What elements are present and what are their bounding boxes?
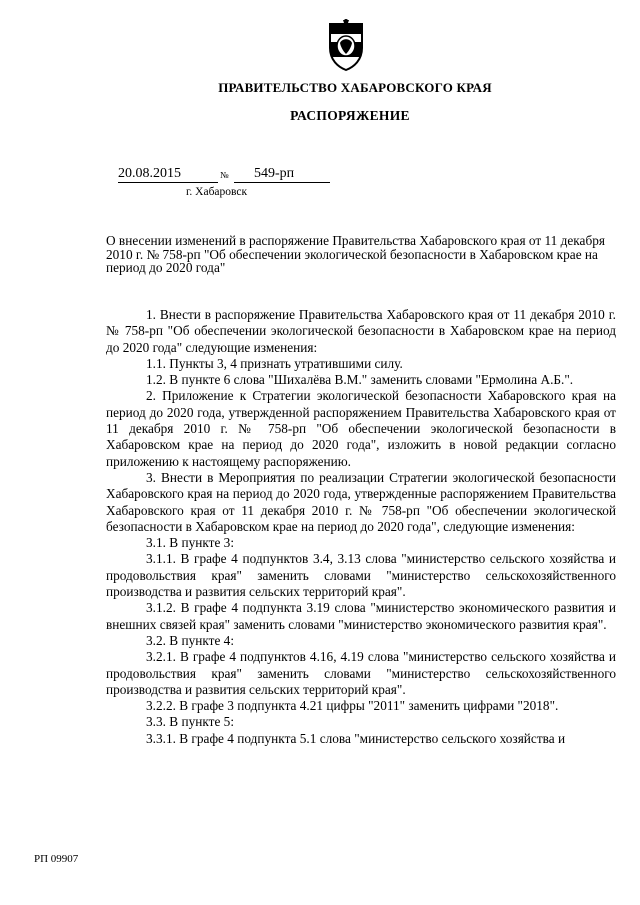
paragraph: 3.3.1. В графе 4 подпункта 5.1 слова "министерство сельского хозяйства и [146, 730, 566, 746]
document-date: 20.08.2015 [118, 165, 218, 183]
paragraph: 3.1. В пункте 3: [146, 535, 235, 551]
paragraph: 3.2. В пункте 4: [146, 632, 235, 648]
document-number: 549-рп [234, 165, 330, 183]
coat-of-arms-emblem [326, 18, 366, 72]
number-sign: № [220, 170, 229, 180]
paragraph: 2. Приложение к Стратегии экологической безопасности Хабаровского края на период до 2020 года, утвержденной распоряжением Правительства Хабаровского края от 11 декабря 2010 г. № 758-рп "Об обеспечении экологической безопасности в Хабаровском крае на период до 2020 года", изложить в новой редакции согласно приложению к настоящему распоряжению. [106, 388, 616, 469]
document-code: РП 09907 [34, 853, 79, 865]
paragraph: 3.1.1. В графе 4 подпунктов 3.4, 3.13 слова "министерство сельского хозяйства и продовольствия края" заменить словами "министерство сельскохозяйственного производства и развития сельских территорий края". [106, 551, 616, 600]
paragraph: 3.2.2. В графе 3 подпункта 4.21 цифры "2011" заменить цифрами "2018". [146, 698, 559, 714]
paragraph: 1. Внести в распоряжение Правительства Хабаровского края от 11 декабря 2010 г. № 758-рп "Об обеспечении экологической безопасности в Хабаровском крае на период до 2020 года" следующие изменения: [106, 307, 616, 355]
document-city: г. Хабаровск [186, 186, 248, 198]
paragraph: 3.2.1. В графе 4 подпунктов 4.16, 4.19 слова "министерство сельского хозяйства и продовольствия края" заменить словами "министерство сельскохозяйственного производства и развития сельских территорий края". [106, 649, 616, 697]
government-name: ПРАВИТЕЛЬСТВО ХАБАРОВСКОГО КРАЯ [218, 80, 492, 95]
document-type: РАСПОРЯЖЕНИЕ [290, 108, 410, 123]
paragraph: 3.3. В пункте 5: [146, 714, 235, 730]
document-title: О внесении изменений в распоряжение Правительства Хабаровского края от 11 декабря 2010 г. № 758-рп "Об обеспечении экологической безопасности в Хабаровском крае на период до 2020 года" [106, 233, 605, 275]
paragraph: 1.1. Пункты 3, 4 признать утратившими силу. [146, 355, 403, 371]
document-body [106, 307, 616, 747]
paragraph: 3. Внести в Мероприятия по реализации Стратегии экологической безопасности Хабаровского края на период до 2020 года, утвержденные распоряжением Правительства Хабаровского края от 11 декабря 2010 г. № 758-рп "Об обеспечении экологической безопасности в Хабаровском крае на период до 2020 года", следующие изменения: [106, 469, 616, 534]
paragraph: 1.2. В пункте 6 слова "Шихалёва В.М." заменить словами "Ермолина А.Б.". [146, 372, 574, 388]
paragraph: 3.1.2. В графе 4 подпункта 3.19 слова "министерство экономического развития и внешних связей края" заменить словами "министерство экономического развития края". [106, 600, 616, 632]
